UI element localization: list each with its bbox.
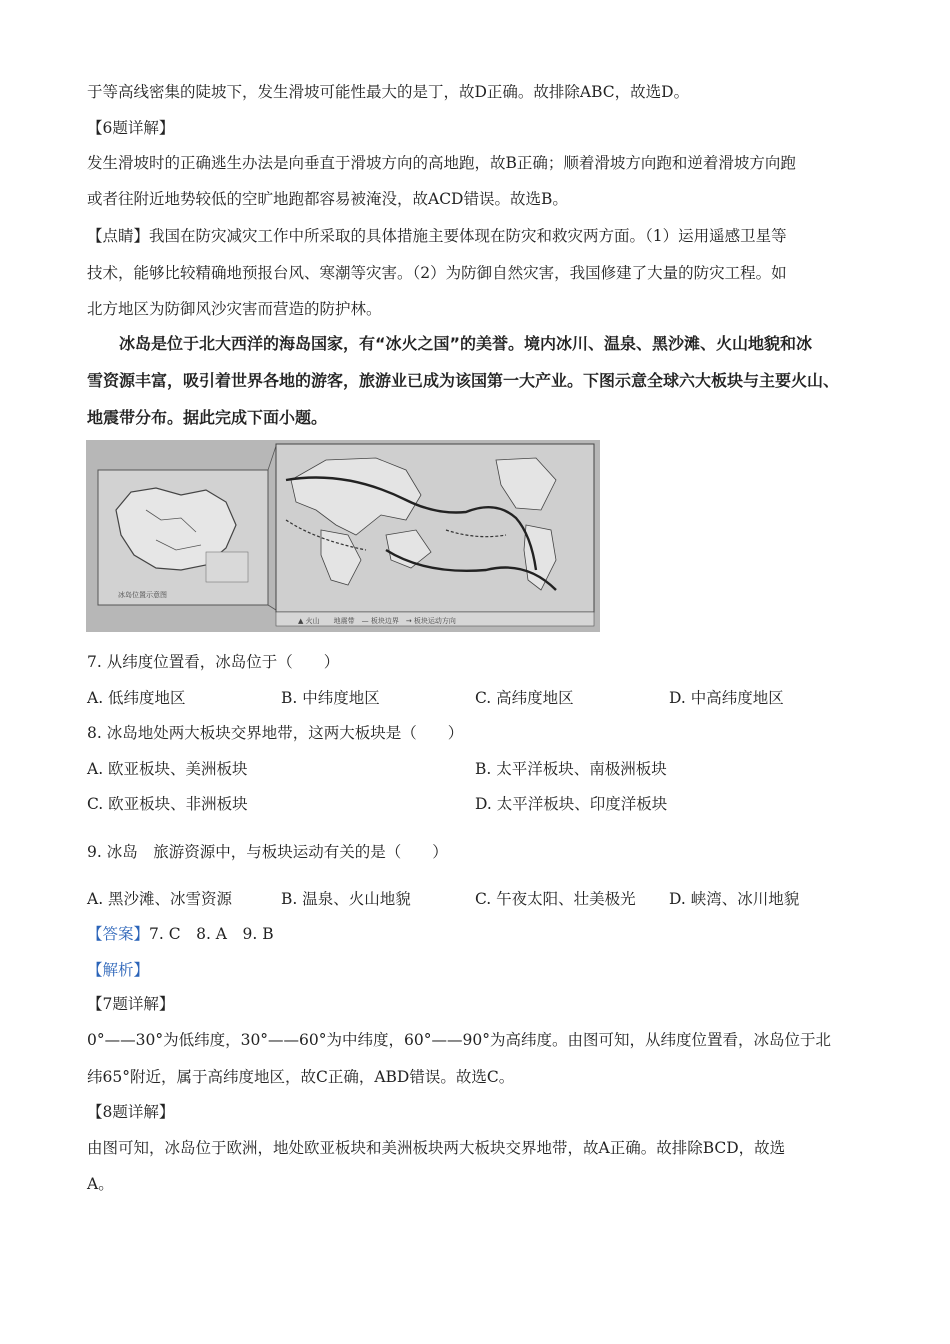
q9-option-c[interactable]: C. 午夜太阳、壮美极光 [475, 890, 636, 908]
question-7: 7. 从纬度位置看，冰岛位于（ ） [87, 653, 340, 671]
text-line: 由图可知，冰岛位于欧洲，地处欧亚板块和美洲板块两大板块交界地带，故A正确。故排除BCD，故选 [87, 1139, 786, 1157]
passage-line: 地震带分布。据此完成下面小题。 [87, 408, 328, 427]
answer-text: 7. C 8. A 9. B [149, 925, 274, 943]
q7-option-b[interactable]: B. 中纬度地区 [281, 689, 380, 707]
q8-option-c[interactable]: C. 欧亚板块、非洲板块 [87, 795, 248, 813]
inset-caption: 冰岛位置示意图 [118, 591, 167, 599]
plate-map-figure [86, 440, 600, 632]
text-line: 北方地区为防御风沙灾害而营造的防护林。 [87, 300, 382, 318]
q8-option-b[interactable]: B. 太平洋板块、南极洲板块 [475, 760, 667, 778]
map-legend: ▲ 火山 地震带 — 板块边界 → 板块运动方向 [298, 617, 456, 625]
question-8: 8. 冰岛地处两大板块交界地带，这两大板块是（ ） [87, 724, 464, 742]
question-9: 9. 冰岛 旅游资源中，与板块运动有关的是（ ） [87, 843, 448, 861]
q9-option-a[interactable]: A. 黑沙滩、冰雪资源 [87, 890, 233, 908]
text-line: 技术，能够比较精确地预报台风、寒潮等灾害。（2）为防御自然灾害，我国修建了大量的防灾工程。如 [87, 264, 787, 282]
answer-line [87, 924, 274, 944]
q9-option-b[interactable]: B. 温泉、火山地貌 [281, 890, 411, 908]
section-heading-q8: 【8题详解】 [87, 1103, 175, 1121]
q9-option-d[interactable]: D. 峡湾、冰川地貌 [669, 890, 800, 908]
text-line: 于等高线密集的陡坡下，发生滑坡可能性最大的是丁，故D正确。故排除ABC，故选D。 [87, 83, 690, 101]
section-heading-q7: 【7题详解】 [87, 995, 175, 1013]
answer-label: 【答案】 [87, 925, 150, 943]
tip-line: 【点睛】我国在防灾减灾工作中所采取的具体措施主要体现在防灾和救灾两方面。（1）运用遥感卫星等 [87, 227, 787, 245]
text-line: A。 [87, 1175, 114, 1193]
text-line: 或者往附近地势较低的空旷地跑都容易被淹没，故ACD错误。故选B。 [87, 190, 568, 208]
text-line: 纬65°附近，属于高纬度地区，故C正确，ABD错误。故选C。 [87, 1068, 515, 1086]
text-line: 发生滑坡时的正确逃生办法是向垂直于滑坡方向的高地跑，故B正确；顺着滑坡方向跑和逆着滑坡方向跑 [87, 154, 796, 172]
passage-line: 冰岛是位于北大西洋的海岛国家，有“冰火之国”的美誉。境内冰川、温泉、黑沙滩、火山地貌和冰 [119, 334, 813, 353]
q8-option-d[interactable]: D. 太平洋板块、印度洋板块 [475, 795, 668, 813]
q8-option-a[interactable]: A. 欧亚板块、美洲板块 [87, 760, 248, 778]
q7-option-c[interactable]: C. 高纬度地区 [475, 689, 574, 707]
section-heading-q6: 【6题详解】 [87, 119, 175, 137]
analysis-label: 【解析】 [87, 961, 150, 979]
q7-option-a[interactable]: A. 低纬度地区 [87, 689, 186, 707]
passage-line: 雪资源丰富，吸引着世界各地的游客，旅游业已成为该国第一大产业。下图示意全球六大板块与主要火山、 [87, 371, 840, 390]
text-line: 0°——30°为低纬度，30°——60°为中纬度，60°——90°为高纬度。由图可知，从纬度位置看，冰岛位于北 [87, 1031, 831, 1049]
q7-option-d[interactable]: D. 中高纬度地区 [669, 689, 784, 707]
